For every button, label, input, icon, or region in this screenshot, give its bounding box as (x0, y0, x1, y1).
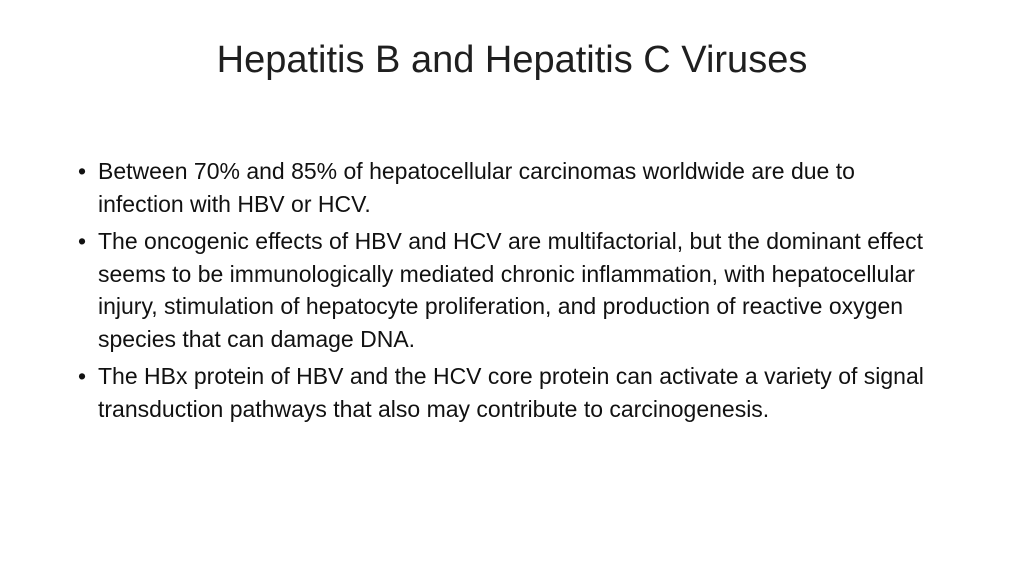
bullet-item (78, 155, 938, 220)
bullet-text: The HBx protein of HBV and the HCV core protein can activate a variety of signal transduction pathways that also may contribute to carcinogenesis. (98, 363, 924, 422)
bullet-marker: • (78, 158, 87, 184)
bullet-text: The oncogenic effects of HBV and HCV are multifactorial, but the dominant effect seems to be immunologically mediated chronic inflammation, with hepatocellular injury, stimulation of hepatocyte proliferation, and production of reactive oxygen species that can damage DNA. (98, 228, 924, 352)
bullet-marker: • (78, 363, 87, 389)
slide-title: Hepatitis B and Hepatitis C Viruses (216, 39, 808, 81)
bullet-list (78, 155, 938, 430)
bullet-text: Between 70% and 85% of hepatocellular carcinomas worldwide are due to infection with HBV or HCV. (98, 158, 855, 217)
bullet-item (78, 360, 938, 425)
bullet-marker: • (78, 228, 87, 254)
bullet-item (78, 225, 938, 355)
